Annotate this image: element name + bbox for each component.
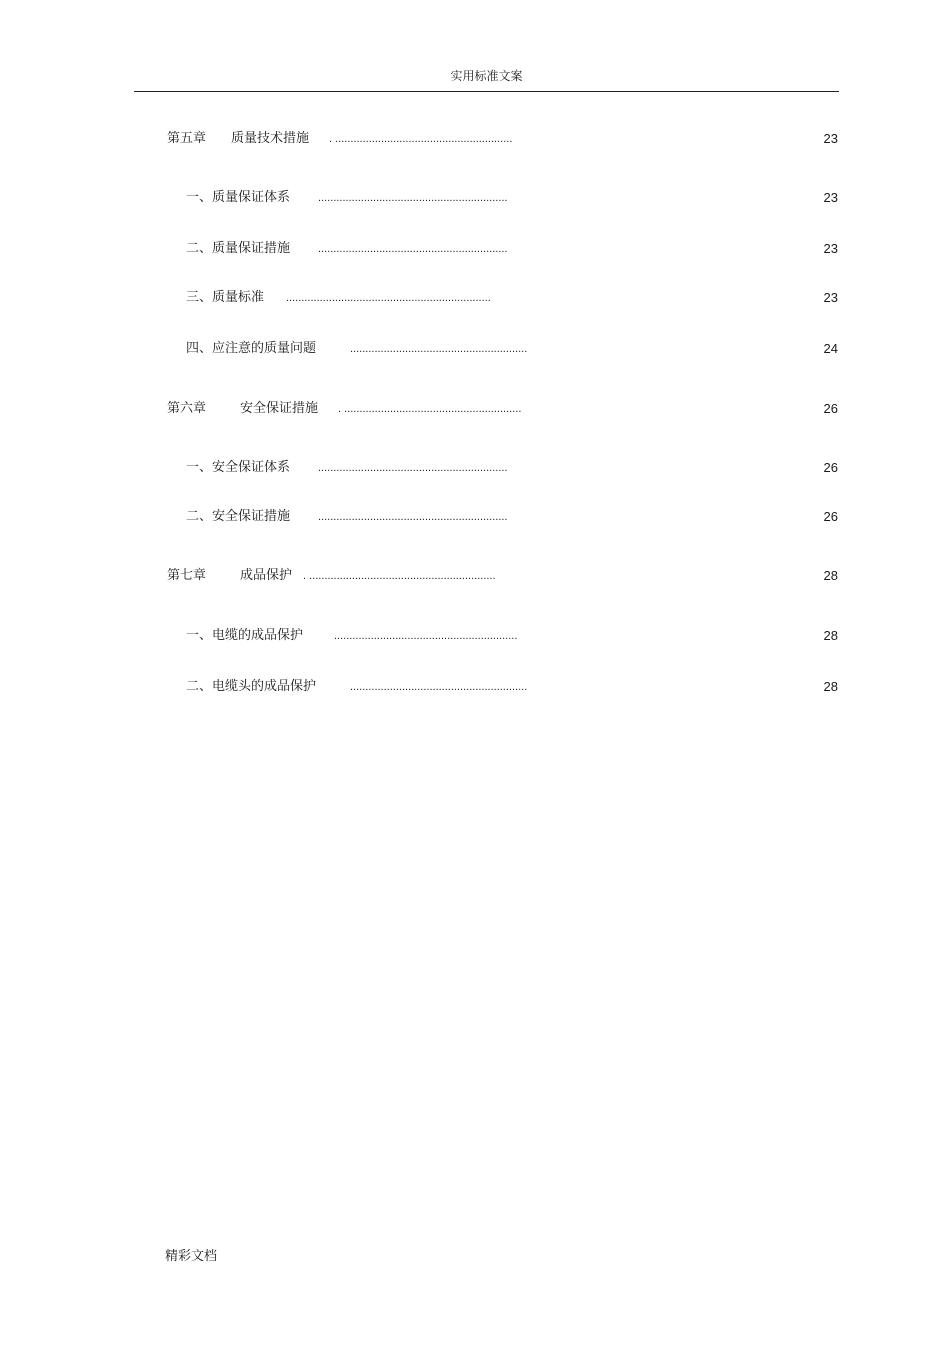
toc-chapter-5[interactable] bbox=[167, 130, 838, 148]
page-number: 23 bbox=[823, 131, 838, 146]
toc-section-5-1[interactable] bbox=[186, 189, 838, 207]
chapter-title: 质量技术措施 bbox=[231, 131, 310, 146]
toc-section-6-2[interactable] bbox=[186, 508, 838, 526]
section-title: 二、电缆头的成品保护 bbox=[186, 679, 317, 694]
section-title: 一、安全保证体系 bbox=[186, 460, 291, 475]
section-title: 二、安全保证措施 bbox=[186, 509, 291, 524]
toc-leader-dots: .......................................................... bbox=[350, 343, 528, 355]
toc-section-5-2[interactable] bbox=[186, 240, 838, 258]
page-number: 23 bbox=[823, 290, 838, 305]
toc-leader-dots: .............................................................. bbox=[318, 462, 508, 474]
toc-chapter-7[interactable] bbox=[167, 567, 838, 585]
toc-section-7-1[interactable] bbox=[186, 627, 838, 645]
page-number: 24 bbox=[823, 341, 838, 356]
toc-section-5-3[interactable] bbox=[186, 289, 838, 307]
toc-leader-dots: .............................................................. bbox=[318, 243, 508, 255]
section-title: 一、质量保证体系 bbox=[186, 190, 291, 205]
toc-leader-dots: ............................................................ bbox=[334, 630, 518, 642]
toc-leader-dots: .......................................................... bbox=[350, 681, 528, 693]
section-title: 二、质量保证措施 bbox=[186, 241, 291, 256]
page-number: 23 bbox=[823, 241, 838, 256]
toc-leader-dots: . ............................................................. bbox=[303, 570, 496, 582]
toc-section-6-1[interactable] bbox=[186, 459, 838, 477]
toc-leader-dots: .............................................................. bbox=[318, 511, 508, 523]
page-number: 26 bbox=[823, 509, 838, 524]
page-number: 26 bbox=[823, 401, 838, 416]
toc-section-5-4[interactable] bbox=[186, 340, 838, 358]
page-number: 28 bbox=[823, 568, 838, 583]
footer-text: 精彩文档 bbox=[165, 1249, 218, 1264]
page-footer bbox=[165, 1248, 217, 1266]
section-title: 一、电缆的成品保护 bbox=[186, 628, 304, 643]
chapter-title: 成品保护 bbox=[240, 568, 293, 583]
toc-leader-dots: .............................................................. bbox=[318, 192, 508, 204]
page-number: 23 bbox=[823, 190, 838, 205]
header-title: 实用标准文案 bbox=[450, 69, 523, 83]
page-number: 26 bbox=[823, 460, 838, 475]
chapter-label: 第五章 bbox=[167, 131, 207, 146]
toc-chapter-6[interactable] bbox=[167, 400, 838, 418]
chapter-label: 第七章 bbox=[167, 568, 207, 583]
section-title: 四、应注意的质量问题 bbox=[186, 341, 317, 356]
chapter-title: 安全保证措施 bbox=[240, 401, 319, 416]
toc-leader-dots: . .......................................................... bbox=[338, 403, 522, 415]
page-number: 28 bbox=[823, 679, 838, 694]
toc-leader-dots: . .......................................................... bbox=[329, 133, 513, 145]
chapter-label: 第六章 bbox=[167, 401, 207, 416]
page-number: 28 bbox=[823, 628, 838, 643]
toc-section-7-2[interactable] bbox=[186, 678, 838, 696]
page-header bbox=[134, 67, 839, 92]
section-title: 三、质量标准 bbox=[186, 290, 265, 305]
toc-leader-dots: ................................................................... bbox=[286, 292, 491, 304]
